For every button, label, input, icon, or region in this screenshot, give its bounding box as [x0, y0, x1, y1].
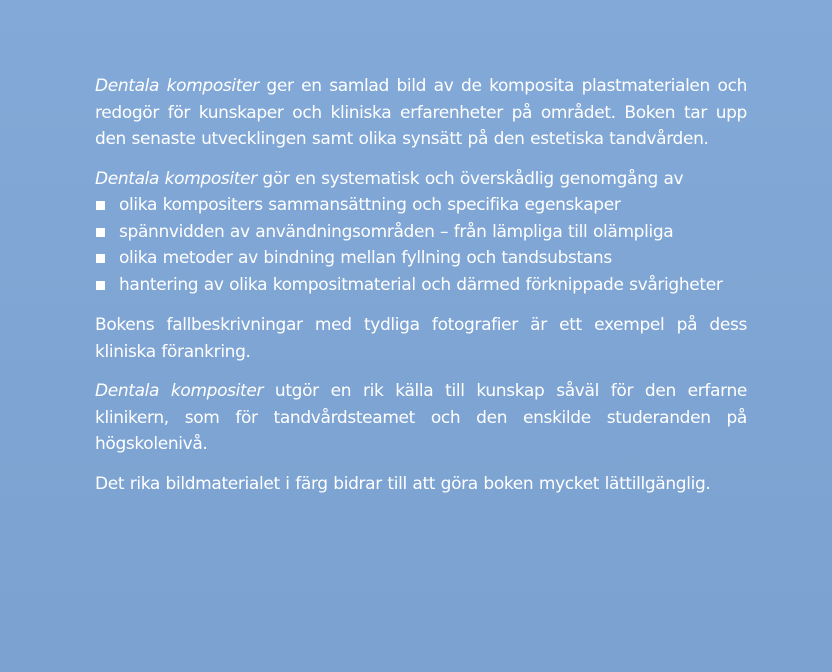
list-item	[95, 219, 747, 246]
audience-paragraph	[95, 378, 747, 458]
square-bullet-icon	[96, 201, 105, 210]
book-title-italic: Dentala kompositer	[95, 168, 257, 189]
illustration-text: Det rika bildmaterialet i färg bidrar till att göra boken mycket lättillgänglig.	[95, 473, 711, 494]
intro-text: ger en samlad bild av de komposita plastmaterialen och redogör för kunskaper och kliniska erfarenheter på området. Boken tar upp den senaste utvecklingen samt olika synsätt på den estetiska tandvården.	[95, 76, 748, 149]
overview-text: gör en systematisk och överskådlig genomgång av	[256, 168, 684, 189]
cover-text-block	[95, 73, 747, 510]
book-title-italic: Dentala kompositer	[95, 381, 264, 401]
audience-text: utgör en rik källa till kunskap såväl för den erfarne klinikern, som för tandvårdsteamet och den enskilde studeranden på högskolenivå.	[95, 381, 748, 454]
list-item-text: spännvidden av användningsområden – från lämpliga till olämpliga	[119, 221, 674, 242]
square-bullet-icon	[96, 281, 105, 290]
list-item-text: olika metoder av bindning mellan fyllning och tandsubstans	[119, 248, 612, 268]
square-bullet-icon	[96, 254, 105, 263]
case-text: Bokens fallbeskrivningar med tydliga fotografier är ett exempel på dess kliniska förankring.	[95, 315, 747, 362]
square-bullet-icon	[96, 228, 105, 237]
illustration-paragraph	[95, 471, 747, 498]
list-item	[95, 245, 747, 272]
book-title-italic: Dentala kompositer	[95, 76, 259, 96]
list-item-text: olika kompositers sammansättning och specifika egenskaper	[119, 195, 621, 215]
list-item	[95, 192, 747, 219]
list-item	[95, 272, 747, 299]
overview-paragraph	[95, 166, 747, 193]
topic-list	[95, 192, 747, 298]
list-item-text: hantering av olika kompositmaterial och därmed förknippade svårigheter	[119, 274, 723, 295]
intro-paragraph	[95, 73, 747, 153]
case-paragraph	[95, 312, 747, 365]
